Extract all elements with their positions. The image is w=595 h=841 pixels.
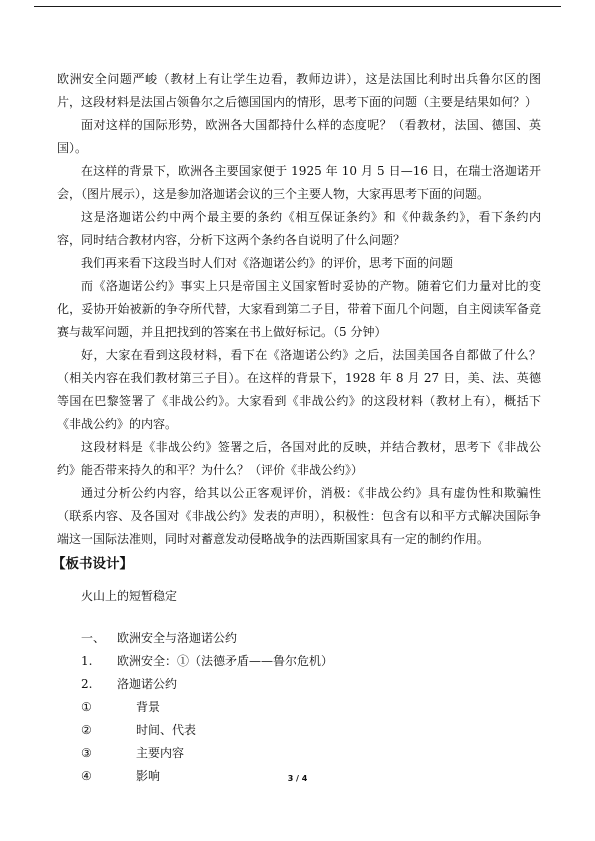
outline-number: ① [81, 700, 92, 714]
outline-item-5 [81, 720, 196, 740]
header-rule [34, 6, 561, 7]
outline-text: 欧洲安全：①（法德矛盾——鲁尔危机） [117, 654, 334, 668]
outline-number: 2. [81, 677, 93, 691]
outline-item-4 [81, 697, 160, 717]
paragraph-3: 在这样的背景下，欧洲各主要国家便于 1925 年 10 月 5 日—16 日，在瑞士洛迦诺开会，（图片展示），这是参加洛迦诺会议的三个主要人物，大家再思考下面的问题。 [57, 164, 541, 201]
paragraph-1: 欧洲安全问题严峻（教材上有让学生边看，教师边讲），这是法国比利时出兵鲁尔区的图片，这段材料是法国占领鲁尔之后德国国内的情形，思考下面的问题（主要是结果如何？） [57, 72, 541, 109]
paragraph-6: 而《洛迦诺公约》事实上只是帝国主义国家暂时妥协的产物。随着它们力量对比的变化，妥协开始被新的争夺所代替，大家看到第二子目，带着下面几个问题，自主阅读军备竞赛与裁军问题，并且把找到的答案在书上做好标记。（5 分钟） [57, 279, 541, 339]
board-title: 火山上的短暂稳定 [81, 589, 178, 603]
outline-number: ④ [81, 769, 92, 783]
outline-item-3 [81, 674, 177, 694]
outline-number: 一、 [81, 631, 106, 645]
outline-text: 主要内容 [136, 746, 185, 760]
document-body [52, 68, 541, 786]
paragraph-4: 这是洛迦诺公约中两个最主要的条约《相互保证条约》和《仲裁条约》，看下条约内容，同时结合教材内容，分析下这两个条约各自说明了什么问题？ [57, 210, 541, 247]
page-number: 3 / 4 [287, 774, 308, 783]
outline-number: 1. [81, 654, 93, 668]
outline-text: 影响 [136, 769, 161, 783]
outline-text: 背景 [136, 700, 161, 714]
outline-item-2 [81, 651, 333, 671]
outline-number: ③ [81, 746, 92, 760]
outline-text: 时间、代表 [136, 723, 197, 737]
outline-number: ② [81, 723, 92, 737]
paragraph-8: 这段材料是《非战公约》签署之后，各国对此的反映，并结合教材，思考下《非战公约》能否带来持久的和平？为什么？（评价《非战公约》） [57, 440, 541, 477]
paragraph-9: 通过分析公约内容，给其以公正客观评价，消极：《非战公约》具有虚伪性和欺骗性（联系内容、及各国对《非战公约》发表的声明），积极性：包含有以和平方式解决国际争端这一国际法准则，同时对蓄意发动侵略战争的法西斯国家具有一定的制约作用。 [57, 486, 541, 546]
paragraph-2: 面对这样的国际形势，欧洲各大国都持什么样的态度呢？（看教材，法国、德国、英国）。 [57, 118, 541, 155]
paragraph-5: 我们再来看下这段当时人们对《洛迦诺公约》的评价，思考下面的问题 [81, 256, 454, 270]
outline-text: 欧洲安全与洛迦诺公约 [117, 631, 238, 645]
paragraph-7: 好，大家在看到这段材料，看下在《洛迦诺公约》之后，法国美国各自都做了什么？（相关内容在我们教材第三子目）。在这样的背景下，1928 年 8 月 27 日，美、法、英德等国在巴黎签署了《非战公约》。大家看到《非战公约》的这段材料（教材上有），概括下《非战公约》的内容。 [57, 348, 541, 431]
outline-item-1 [81, 628, 237, 648]
outline-item-6 [81, 743, 184, 763]
outline-text: 洛迦诺公约 [117, 677, 178, 691]
board-design-heading: 【板书设计】 [52, 556, 133, 572]
board-outline [57, 576, 541, 786]
